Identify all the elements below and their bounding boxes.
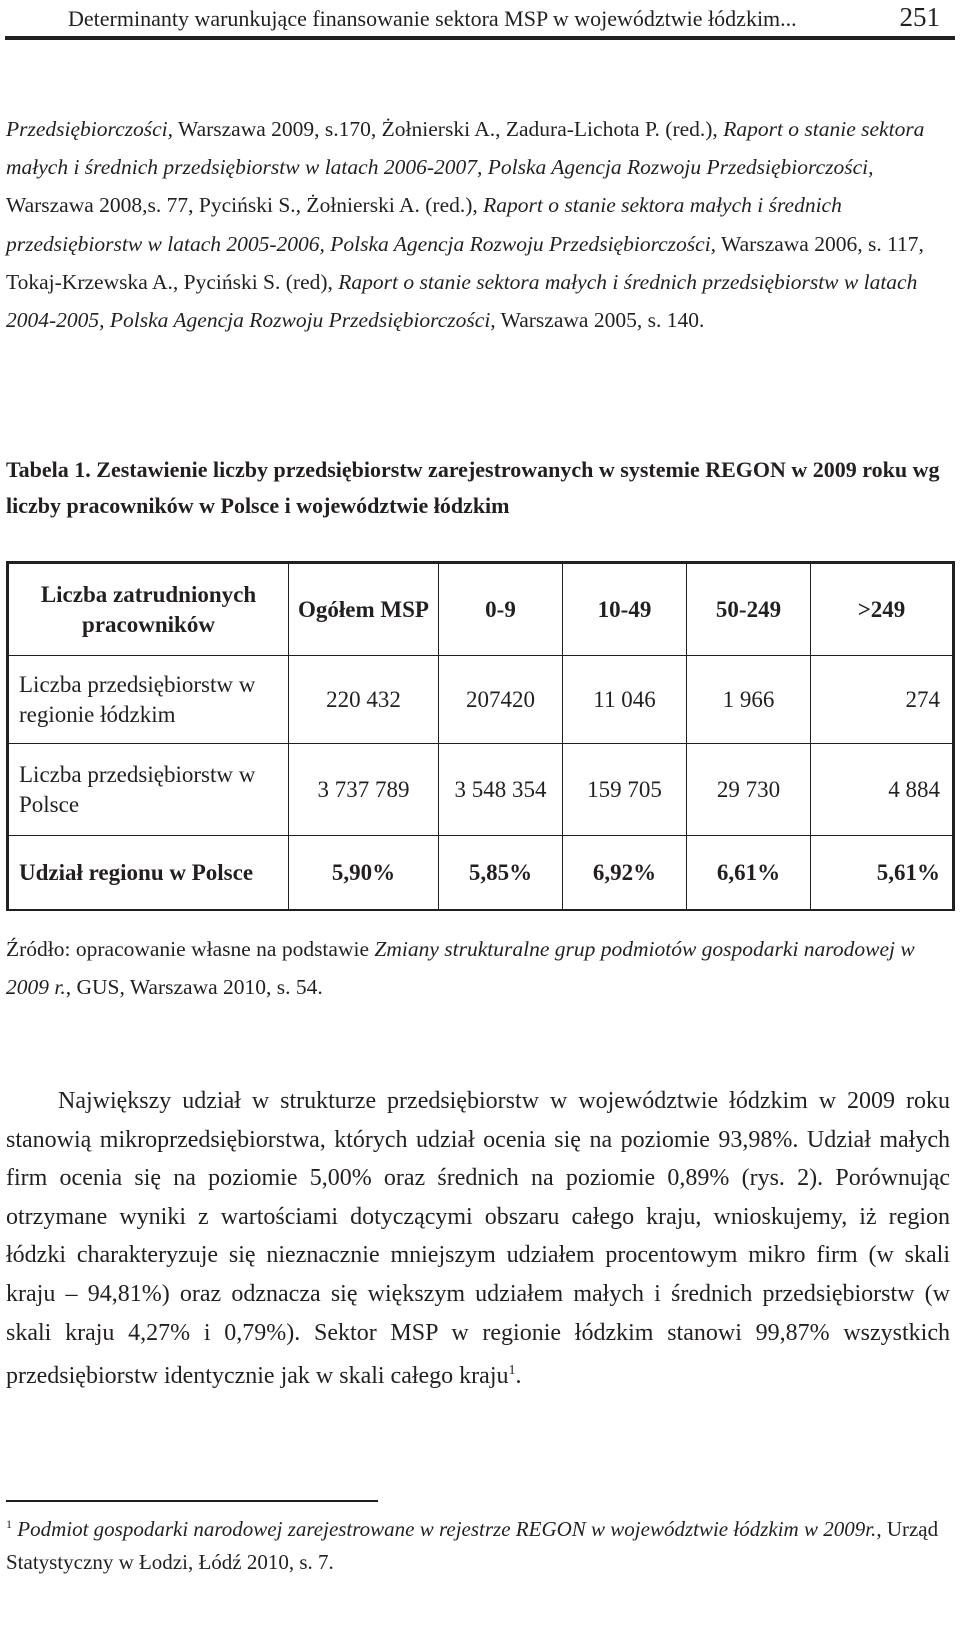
header-rule: [5, 36, 955, 40]
source-suffix: , GUS, Warszawa 2010, s. 54.: [65, 975, 323, 999]
bib-italic-1: Przedsiębiorczości,: [6, 117, 174, 141]
bib-roman-2: Warszawa 2008,s. 77, Pyciński S., Żołnierski A. (red.),: [6, 193, 478, 218]
table-cell: 159 705: [563, 744, 687, 836]
table-cell: 11 046: [563, 656, 687, 744]
table-cell: 220 432: [289, 656, 439, 744]
table-source: [6, 930, 950, 1006]
table-row: [9, 836, 953, 910]
page-number: 251: [899, 2, 940, 32]
bib-roman-1: Warszawa 2009, s.170, Żołnierski A., Zadura-Lichota P. (red.),: [173, 117, 718, 141]
table-cell: 6,92%: [563, 836, 687, 910]
table-cell: 4 884: [811, 744, 953, 836]
data-table: [6, 561, 955, 911]
table-cell: 29 730: [687, 744, 811, 836]
table-cell: 5,61%: [811, 836, 953, 910]
footnote-roman: , Urząd Statystyczny w Łodzi, Łódź 2010, s. 7.: [6, 1517, 939, 1574]
bibliography-continuation: [6, 110, 950, 339]
table-row: [9, 656, 953, 744]
table-cell: 5,85%: [439, 836, 563, 910]
footnote-rule: [6, 1500, 378, 1502]
footnote: [6, 1508, 950, 1579]
row-label: Liczba przedsiębiorstw w regionie łódzkim: [9, 656, 289, 744]
header-cell-employees: Liczba zatrudnionych pracowników: [9, 564, 289, 656]
header-cell-total: Ogółem MSP: [289, 564, 439, 656]
table-cell: 274: [811, 656, 953, 744]
row-label: Udział regionu w Polsce: [9, 836, 289, 910]
header-cell-50-249: 50-249: [687, 564, 811, 656]
footnote-reference: 1: [508, 1363, 516, 1379]
table-cell: 1 966: [687, 656, 811, 744]
header-cell-over-249: >249: [811, 564, 953, 656]
footnote-italic: Podmiot gospodarki narodowej zarejestrowane w rejestrze REGON w województwie łódzkim w 2009r.: [12, 1517, 877, 1541]
header-cell-0-9: 0-9: [439, 564, 563, 656]
bib-roman-4: Warszawa 2005, s. 140.: [495, 308, 705, 333]
table-cell: 3 737 789: [289, 744, 439, 836]
bib-italic-3: Raport o stanie sektora małych i średnich przedsiębiorstw w latach 2005-2006, Polska Agencja Rozwoju Przedsiębiorczości,: [6, 193, 842, 256]
body-text: Największy udział w strukturze przedsiębiorstw w województwie łódzkim w 2009 roku stanowią mikroprzedsiębiorstwa, których udział ocenia się na poziomie 93,98%. Udział małych firm ocenia się na poziomie 5,00% oraz średnich na poziomie 0,89% (rys. 2). Porównując otrzymane wyniki z wartościami dotyczącymi obszaru całego kraju, wnioskujemy, iż region łódzki charakteryzuje się nieznacznie mniejszym udziałem procentowym mikro firm (w skali kraju – 94,81%) oraz odznacza się większym udziałem małych i średnich przedsiębiorstw (w skali kraju 4,27% i 0,79%). Sektor MSP w regionie łódzkim stanowi 99,87% wszystkich przedsiębiorstw identycznie jak w skali całego kraju: [6, 1088, 950, 1390]
table-header-row: [9, 564, 953, 656]
bib-italic-2: Raport o stanie sektora małych i średnich przedsiębiorstw w latach 2006-2007, Polska Agencja Rozwoju Przedsiębiorczości,: [6, 117, 925, 180]
table-cell: 6,61%: [687, 836, 811, 910]
bib-italic-4: Raport o stanie sektora małych i średnich przedsiębiorstw w latach 2004-2005, Polska Agencja Rozwoju Przedsiębiorczości,: [6, 269, 918, 333]
table-caption: Tabela 1. Zestawienie liczby przedsiębiorstw zarejestrowanych w systemie REGON w 2009 roku wg liczby pracowników w Polsce i województwie łódzkim: [6, 457, 940, 518]
body-paragraph: [6, 1082, 950, 1396]
table-row: [9, 744, 953, 836]
footnote-marker: 1: [6, 1517, 12, 1531]
table-cell: 5,90%: [289, 836, 439, 910]
body-text-end: .: [515, 1363, 522, 1390]
row-label: Liczba przedsiębiorstw w Polsce: [9, 744, 289, 836]
running-header: [36, 2, 940, 36]
running-title: Determinanty warunkujące finansowanie sektora MSP w województwie łódzkim...: [68, 6, 797, 31]
table-cell: 207420: [439, 656, 563, 744]
bib-roman-3: Warszawa 2006, s. 117, Tokaj-Krzewska A., Pyciński S. (red),: [6, 231, 924, 294]
table-cell: 3 548 354: [439, 744, 563, 836]
source-prefix: Źródło: opracowanie własne na podstawie: [6, 937, 375, 961]
source-title: Zmiany strukturalne grup podmiotów gospodarki narodowej w 2009 r.: [6, 937, 915, 999]
header-cell-10-49: 10-49: [563, 564, 687, 656]
